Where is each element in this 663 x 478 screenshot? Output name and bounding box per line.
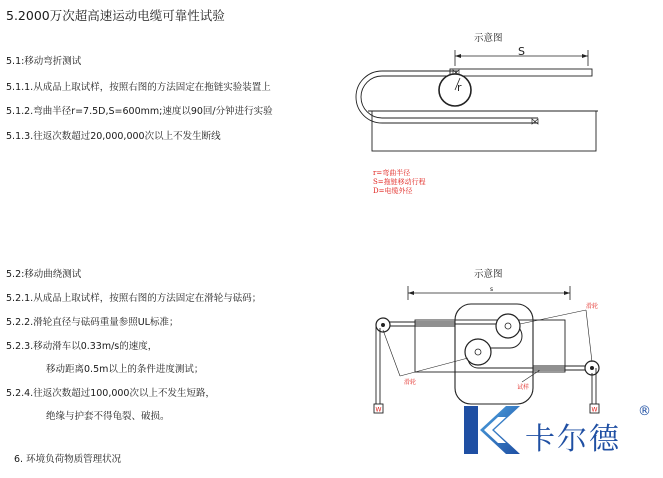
weight-left: W [375, 406, 382, 414]
sec6-heading: 6. 环境负荷物质管理状况 [14, 454, 122, 465]
registered-mark: ® [638, 404, 651, 419]
pulley-label-left: 滑轮 [404, 379, 417, 386]
sec1-heading: 5.1:移动弯折测试 [6, 56, 82, 67]
legend-s: S=拖链移动行程 [373, 178, 426, 186]
sample-label: 试样 [517, 384, 530, 391]
s2-label: s [490, 286, 494, 293]
sec2-item-1: 5.2.1.从成品上取试样，按照右图的方法固定在滑轮与砝码； [6, 293, 262, 304]
legend-r: r=弯曲半径 [373, 169, 411, 177]
logo-text: 卡尔德 [525, 422, 621, 457]
s-label: S [518, 45, 525, 58]
r-label: r [457, 81, 462, 94]
kaerde-logo-icon [462, 402, 522, 458]
sec1-item-3: 5.1.3.往返次数超过20,000,000次以上不发生断线 [6, 131, 221, 142]
diagram1-caption: 示意图 [474, 33, 503, 44]
weight-right: W [591, 406, 598, 414]
sec1-item-2: 5.1.2.弯曲半径r=7.5D,S=600mm;速度以90回/分钟进行实验 [6, 106, 273, 117]
pulley-label-right: 滑轮 [586, 303, 599, 310]
sec2-item-4: 5.2.4.往返次数超过100,000次以上不发生短路， [6, 388, 215, 399]
sec2-heading: 5.2:移动曲绕测试 [6, 269, 82, 280]
sec2-item-3-cont: 移动距离0.5m以上的条件进度测试； [46, 364, 204, 375]
section-title: 5.2000万次超高速运动电缆可靠性试验 [6, 8, 225, 23]
sec2-item-3: 5.2.3.移动滑车以0.33m/s的速度， [6, 341, 158, 352]
legend-d: D=电缆外径 [373, 187, 413, 195]
sec2-item-2: 5.2.2.滑轮直径与砝码重量参照UL标准； [6, 317, 179, 328]
sec2-item-4-cont: 绝缘与护套不得龟裂、破损。 [46, 411, 170, 422]
diagram2-caption: 示意图 [474, 269, 503, 280]
sec1-item-1: 5.1.1.从成品上取试样，按照右图的方法固定在拖链实验装置上 [6, 82, 271, 93]
drag-chain-diagram [360, 40, 610, 160]
pulley-flex-diagram [360, 280, 610, 420]
